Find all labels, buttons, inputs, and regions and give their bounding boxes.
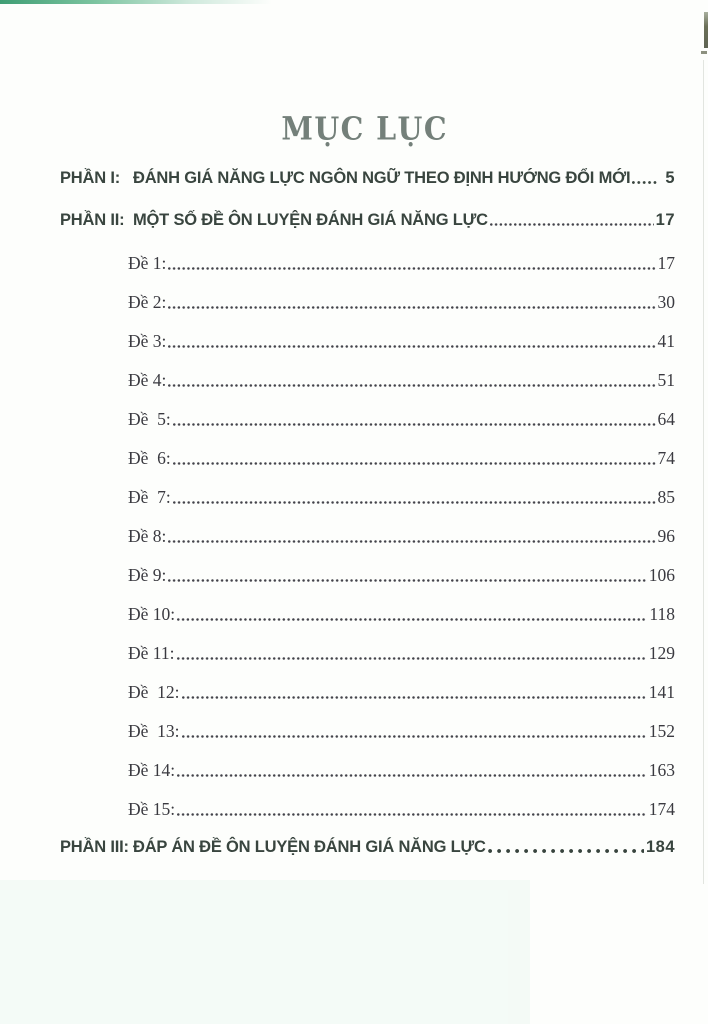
toc-entry-row [128,798,675,820]
dot-leader [173,501,656,504]
page-title-text: MỤC LỤC [281,111,449,149]
toc-entry-label: Đề 13: [128,721,180,741]
scan-right-edge-mark [704,12,708,48]
toc-entry-label: Đề 7: [128,487,171,507]
dot-leader [168,345,655,348]
dot-leader [632,181,658,184]
toc-entry-label: Đề 12: [128,682,180,702]
toc-entry-label: Đề 11: [128,643,175,663]
toc-entry-page: 85 [657,487,675,507]
toc-entry-page: 30 [657,292,675,312]
scan-top-green-strip [0,0,272,4]
toc-entry-page: 163 [648,760,675,780]
toc-entry-label: Đề 4: [128,370,167,390]
toc-entry-label: Đề 2: [128,292,167,312]
toc-entry-row [128,291,675,313]
dot-leader [168,267,655,270]
dot-leader [173,423,656,426]
toc-part-title: MỘT SỐ ĐỀ ÔN LUYỆN ĐÁNH GIÁ NĂNG LỰC [133,211,488,229]
toc-entry-row [128,330,675,352]
toc-part-page: 184 [645,838,675,856]
toc-entry-row [128,369,675,391]
dot-leader [177,657,647,660]
toc-entry-page: 64 [657,409,675,429]
toc-entry-page: 118 [649,604,675,624]
toc-entry-label: Đề 8: [128,526,167,546]
toc-entry-row [128,603,675,625]
dot-leader [168,540,655,543]
dot-leader [182,735,647,738]
toc-part-label: PHẦN I: [60,169,121,187]
toc-part-row-1 [60,168,675,188]
toc-entry-page: 141 [648,682,675,702]
toc-part-row-3 [60,837,675,857]
scan-right-edge-dash [701,51,707,54]
toc-entry-row [128,525,675,547]
table-of-contents [60,168,675,879]
dot-leader [168,384,655,387]
toc-entry-page: 41 [657,331,675,351]
toc-entry-page: 129 [648,643,675,663]
toc-part-label: PHẦN III: [60,838,129,856]
toc-part-title: ĐÁNH GIÁ NĂNG LỰC NGÔN NGỮ THEO ĐỊNH HƯỚNG ĐỔI MỚI [133,169,631,187]
toc-entry-label: Đề 3: [128,331,167,351]
dot-leader [168,579,646,582]
toc-entry-page: 51 [657,370,675,390]
toc-entry-row [128,252,675,274]
toc-entry-row [128,486,675,508]
toc-entry-page: 96 [657,526,675,546]
toc-entry-label: Đề 14: [128,760,176,780]
dot-leader [177,774,647,777]
toc-entry-row [128,642,675,664]
toc-entry-page: 174 [648,799,675,819]
dot-leader [177,813,647,816]
toc-entry-row [128,447,675,469]
toc-entry-label: Đề 10: [128,604,176,624]
dot-leader [173,462,656,465]
toc-entry-label: Đề 9: [128,565,167,585]
toc-entry-row [128,720,675,742]
dot-leader [182,696,647,699]
scan-bottom-tint [0,880,530,1024]
toc-entry-row [128,681,675,703]
toc-entry-label: Đề 6: [128,448,171,468]
toc-entry-label: Đề 1: [128,253,167,273]
page-title [0,112,708,147]
toc-entry-page: 74 [657,448,675,468]
toc-part-label: PHẦN II: [60,211,125,229]
toc-entry-label: Đề 5: [128,409,171,429]
toc-part-page: 17 [655,211,675,229]
toc-entry-row [128,408,675,430]
dot-leader [490,223,654,226]
toc-entry-page: 106 [648,565,675,585]
dot-leader [168,306,655,309]
toc-entry-label: Đề 15: [128,799,176,819]
toc-part-title: ĐÁP ÁN ĐỀ ÔN LUYỆN ĐÁNH GIÁ NĂNG LỰC [133,838,486,856]
toc-entry-page: 17 [657,253,675,273]
dot-leader [177,618,647,621]
toc-part-page: 5 [665,169,675,187]
toc-entry-row [128,564,675,586]
dot-leader [488,849,644,853]
page-edge-line [703,60,704,884]
toc-entry-row [128,759,675,781]
toc-part-row-2 [60,210,675,230]
toc-entry-page: 152 [648,721,675,741]
